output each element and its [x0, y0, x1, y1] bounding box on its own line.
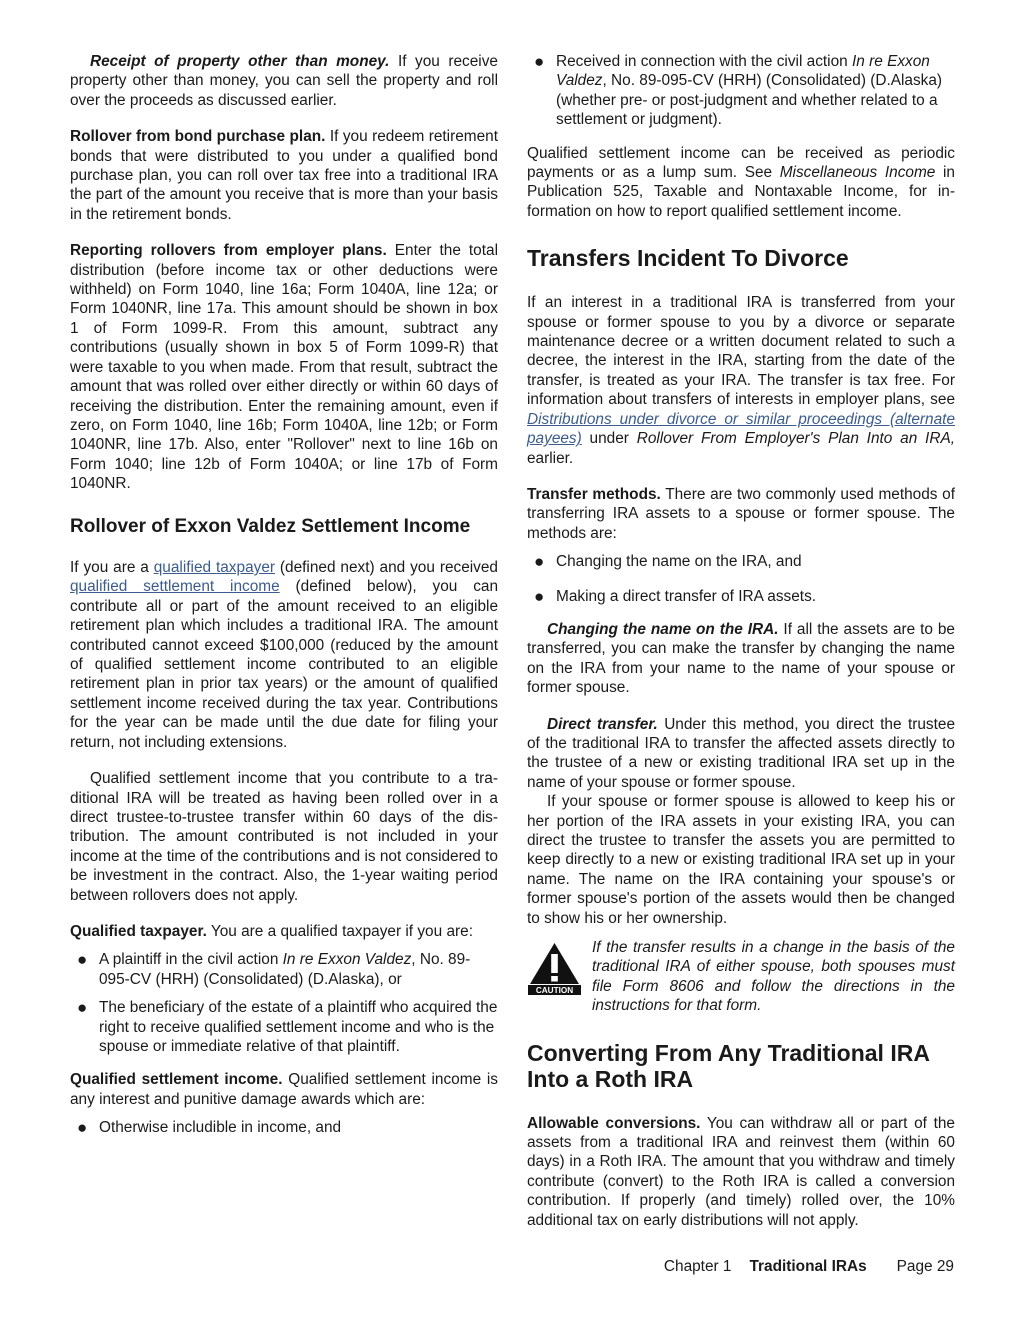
- case-name: In re Exxon Valdez: [282, 951, 412, 969]
- paragraph-direct-transfer: [527, 715, 955, 793]
- paragraph-text: There are two commonly used methods of transferring IRA assets to a spouse or former spouse. The methods are:: [527, 485, 955, 542]
- footer-chapter: Chapter 1: [663, 1258, 732, 1275]
- list-item-text: Making a direct transfer of IRA assets.: [556, 587, 817, 605]
- run-in-heading: Changing the name on the IRA.: [547, 620, 779, 638]
- paragraph-text: Enter the total distribution (before income tax or other deductions were withheld) on Form 1040, line 16a; Form 1040A, line 12a; or Form 1040NR, line 17a. This amount should be shown in box 1 of Form 1099-R. From this amount, subtract any contributions (usually shown in box 5 of Form 1099-R) that were taxable to you when made. From that result, subtract the amount that was rolled over either directly or within 60 days of receiving the distribution. Enter the remaining amount, even if zero, on Form 1040, line 16b; Form 1040A, line 12b; or Form 1040NR, line 17b. Also, enter "Rollover" next to line 16b on Form 1040; line 12b of Form 1040A; or line 17b of Form 1040NR.: [70, 242, 498, 493]
- list-item-text: The beneficiary of the estate of a plaintiff who acquired the right to receive qualified settlement income and who is the spouse or immediate relative of that plaintiff.: [99, 999, 498, 1055]
- caution-exclamation-icon: [527, 940, 582, 996]
- paragraph-text: You can withdraw all or part of the assets from a traditional IRA and reinvest them (within 60 days) in a Roth IRA. The amount that you withdraw and timely contribute (convert) to the Roth IRA is called a conversion contribution. If properly (and timely) rolled over, the 10% additional tax on early distributions will not apply.: [527, 1114, 955, 1229]
- bullet-list-transfer-methods: [527, 552, 955, 606]
- paragraph-transfer-methods: [527, 485, 955, 543]
- paragraph-text: Qualified settlement income is any interest and punitive damage awards which are:: [70, 1071, 498, 1108]
- right-column: [527, 52, 955, 1247]
- link-qualified-settlement-income[interactable]: qualified settlement income: [70, 578, 280, 596]
- bullet-list-settlement-income-continued: [527, 52, 955, 130]
- list-item-text: , No. 89-095-CV (HRH) (Consolidated) (D.Alaska) (whether pre- or post-judgment and whether related to a settlement or judgment).: [556, 72, 943, 129]
- bullet-icon: ●: [77, 1118, 88, 1138]
- list-item: [527, 552, 955, 571]
- run-in-heading: Receipt of property other than money.: [90, 53, 390, 70]
- section-heading-roth-conversion: Converting From Any Traditional IRA Into a Roth IRA: [527, 1039, 930, 1092]
- paragraph-exxon-intro: [70, 558, 498, 752]
- paragraph-text: (defined below), you can contribute all or part of the amount received to an eligible retirement plan which includes a traditional IRA. The amount contributed cannot exceed $100,000 (reduced by the amount of qualified settlement income contributed to an eligible retirement plan in prior tax years) or the amount of qualified settlement income received during the tax year. Contributions for the year can be made until the due date for filing your return, not including extensions.: [70, 578, 499, 751]
- run-in-heading: Rollover from bond purchase plan.: [70, 128, 326, 146]
- section-heading-divorce-transfers: Transfers Incident To Divorce: [527, 245, 849, 272]
- list-item-text: , No. 89-095-CV (HRH) (Consolidated) (D.Alaska), or: [99, 951, 471, 988]
- list-item-text: A plaintiff in the civil action: [99, 951, 283, 969]
- paragraph-text: under: [581, 430, 637, 448]
- paragraph-text: (defined next) and you received: [275, 559, 498, 577]
- run-in-heading: Qualified taxpayer.: [70, 922, 207, 940]
- paragraph-text: If you are a: [70, 559, 154, 577]
- caution-label: CAUTION: [535, 986, 574, 996]
- bullet-icon: ●: [77, 950, 88, 970]
- bullet-icon: ●: [534, 586, 545, 606]
- list-item: [527, 587, 955, 606]
- paragraph-divorce-transfer: [527, 293, 955, 468]
- paragraph-changing-name: [527, 620, 955, 698]
- bullet-list-qualified-taxpayer: [70, 950, 498, 1056]
- paragraph-periodic-payments: [527, 144, 955, 222]
- list-item: [70, 998, 498, 1056]
- bullet-icon: ●: [534, 52, 545, 71]
- link-qualified-taxpayer[interactable]: qualified taxpayer: [153, 559, 276, 577]
- paragraph-qualified-settlement-income: [70, 1070, 498, 1109]
- paragraph-allowable-conversions: [527, 1114, 955, 1230]
- footer-chapter-title: Traditional IRAs: [749, 1258, 867, 1275]
- paragraph-text: in Publication 525, Taxable and Nontaxable Income, for information on how to report qualified settlement income.: [527, 164, 955, 220]
- left-column: [70, 52, 498, 1152]
- list-item-text: Received in connection with the civil action: [556, 53, 852, 70]
- list-item: [70, 1118, 498, 1137]
- run-in-heading: Reporting rollovers from employer plans.: [70, 242, 387, 260]
- page-footer: [0, 1258, 954, 1276]
- bullet-icon: ●: [77, 998, 88, 1018]
- paragraph-receipt-of-property: [70, 52, 498, 110]
- list-item: [527, 52, 955, 130]
- paragraph-text: If you redeem retirement bonds that were distributed to you under a qualified bond purchase plan, you can roll over tax free into a traditional IRA the part of the amount you receive that is more than your basis in the retirement bonds.: [70, 128, 498, 223]
- paragraph-reporting-rollovers: [70, 241, 498, 493]
- list-item-text: Otherwise includible in income, and: [99, 1119, 342, 1137]
- publication-reference: Miscellaneous Income: [779, 164, 936, 182]
- paragraph-qualified-taxpayer: [70, 922, 498, 941]
- paragraph-text: Qualified settlement income can be received as periodic payments or as a lump sum. See: [527, 144, 955, 182]
- paragraph-text: If you receive property other than money, you can sell the property and roll over the proceeds as discussed earlier.: [70, 53, 498, 109]
- run-in-heading: Transfer methods.: [527, 485, 661, 503]
- paragraph-text: Under this method, you direct the trustee of the traditional IRA to transfer the affected assets directly to the trustee of a new or existing traditional IRA set up in the name of your spouse or former spouse.: [527, 715, 956, 791]
- link-distributions-under-divorce[interactable]: Distributions under divorce or similar proceedings (alternate payees): [527, 410, 955, 448]
- paragraph-text: earlier.: [527, 449, 574, 467]
- caution-text: If the transfer results in a change in the basis of the traditional IRA of either spouse, both spouses must file Form 8606 and follow the directions in the instructions for that form.: [592, 939, 955, 1015]
- section-reference: Rollover From Employer's Plan Into an IRA,: [636, 430, 955, 448]
- run-in-heading: Direct transfer.: [547, 715, 658, 733]
- paragraph-text: If an interest in a traditional IRA is transferred from your spouse or former spouse to you by a divorce or separate maintenance decree or a written document related to such a decree, the interest in the IRA, starting from the date of the transfer, is treated as your IRA. The transfer is tax free. For information about transfers of interests in employer plans, see: [527, 294, 955, 409]
- run-in-heading: Qualified settlement income.: [70, 1071, 283, 1089]
- list-item-text: Changing the name on the IRA, and: [556, 553, 802, 571]
- paragraph-text: If all the assets are to be transferred, you can make the transfer by changing the name on the IRA from your name to the name of your spouse or former spouse.: [527, 620, 955, 697]
- footer-page-number: Page 29: [896, 1258, 954, 1275]
- paragraph-settlement-contribution: Qualified settlement income that you contribute to a traditional IRA will be treated as having been rolled over in a direct trustee-to-trustee transfer within 60 days of the distribution. The amount contributed is not included in your income at the time of the contributions and is not considered to be investment in the contract. Also, the 1-year waiting period between rollovers does not apply.: [70, 770, 498, 904]
- bullet-list-settlement-income: [70, 1118, 498, 1137]
- case-name: In re Exxon Valdez: [556, 53, 930, 90]
- bullet-icon: ●: [534, 552, 545, 572]
- paragraph-bond-purchase-plan: [70, 127, 498, 224]
- caution-note: [527, 938, 955, 1016]
- paragraph-text: You are a qualified taxpayer if you are:: [206, 922, 473, 940]
- paragraph-existing-ira: If your spouse or former spouse is allowed to keep his or her portion of the IRA assets in your existing IRA, you can direct the trustee to transfer the assets you are permitted to keep directly to a new or existing traditional IRA set up in your name. The name on the IRA containing your spouse's or former spouse's portion of the assets would then be changed to show his or her ownership.: [527, 793, 955, 927]
- run-in-heading: Allowable conversions.: [527, 1114, 701, 1132]
- list-item: [70, 950, 498, 989]
- section-heading-exxon-valdez: Rollover of Exxon Valdez Settlement Income: [70, 515, 471, 537]
